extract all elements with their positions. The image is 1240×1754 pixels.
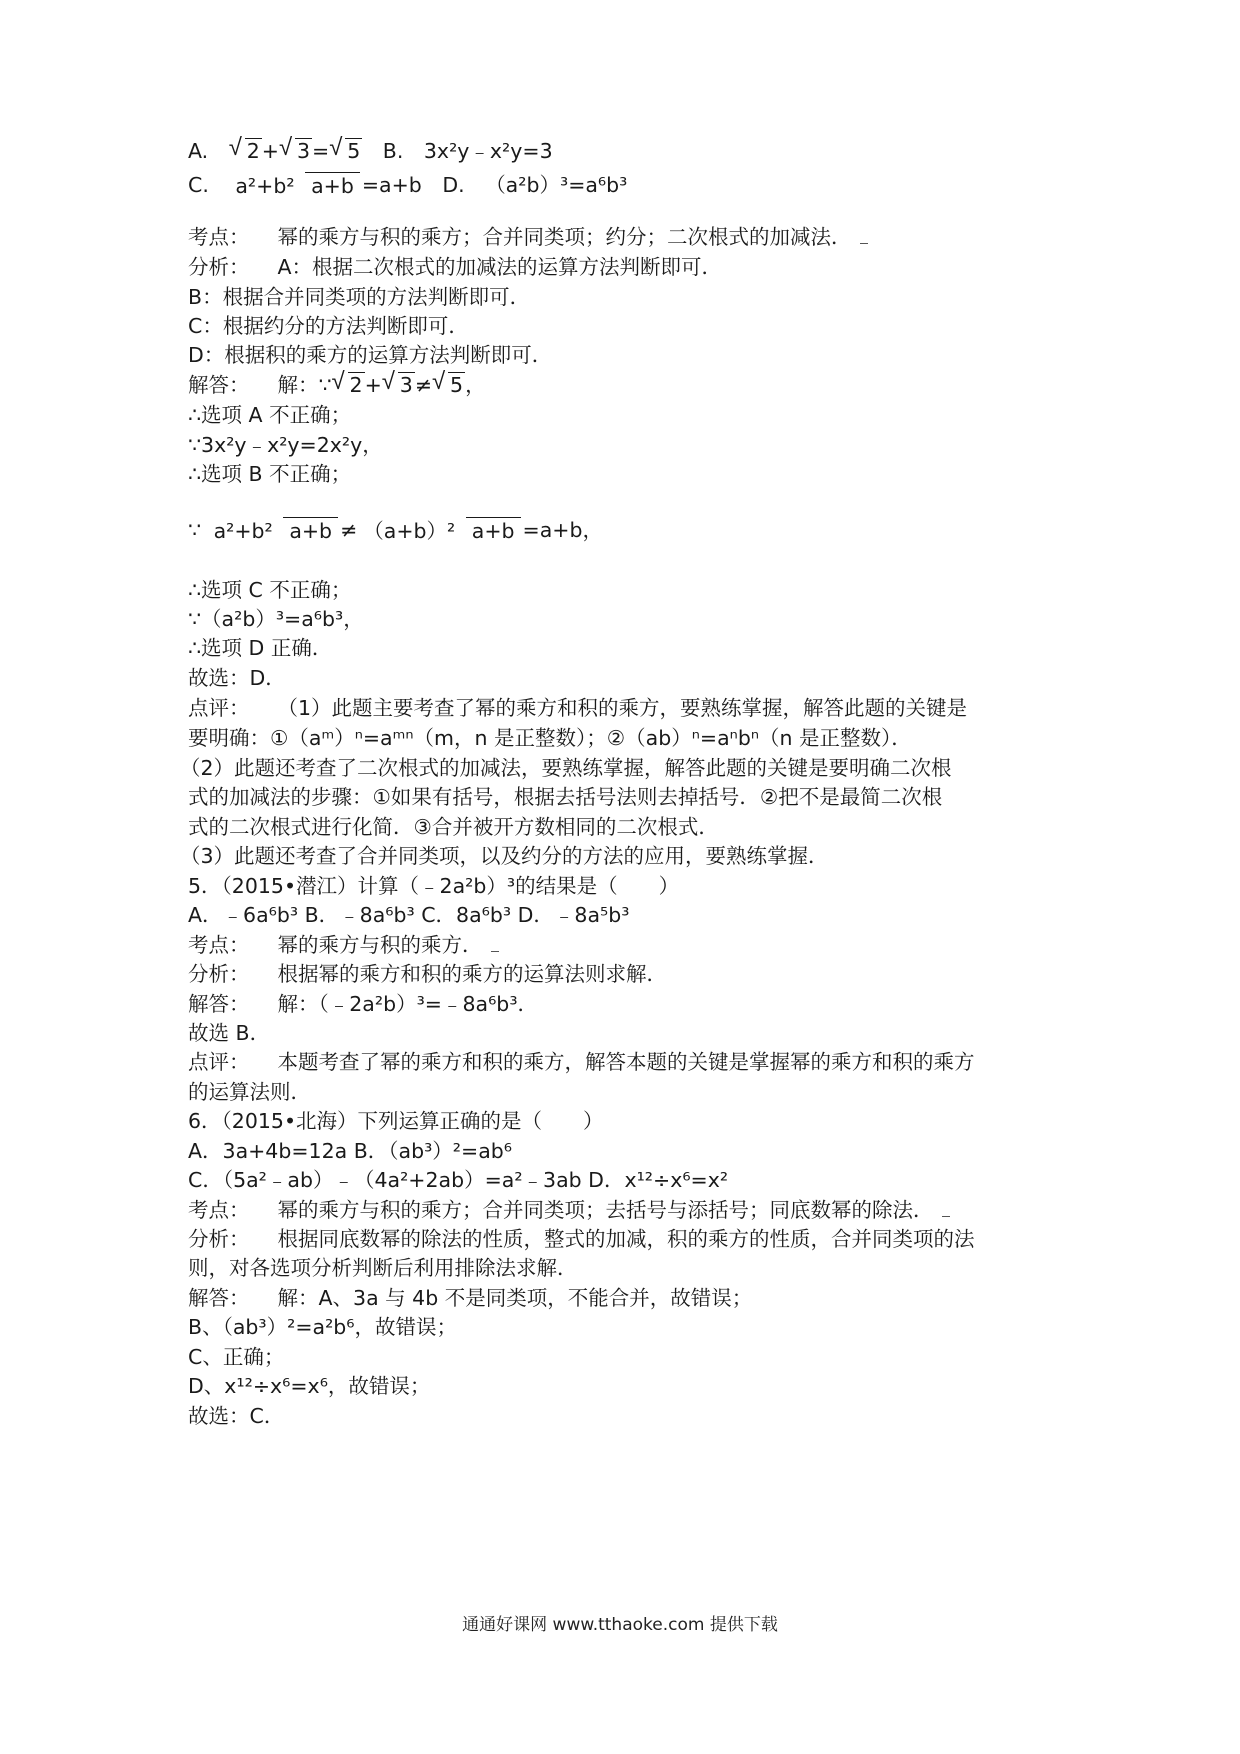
p4-fenxi-d: D：根据积的乘方的运算方法判断即可．	[188, 343, 553, 367]
options-c-d	[188, 170, 627, 201]
p6-step-b: B、（ab³）²=a²b⁶，故错误；	[188, 1315, 458, 1339]
p4-jieda: 解答： 解：∵√ 2+√ 3≠√ 5，	[188, 370, 486, 400]
fraction-c	[231, 171, 360, 201]
p4-dianping-2: 要明确：①（aᵐ）ⁿ=aᵐⁿ（m，n 是正整数）；②（ab）ⁿ=aⁿbⁿ（n 是正整数）．	[188, 726, 912, 750]
comma: ，	[465, 373, 486, 397]
fenxi-text: A：根据二次根式的加减法的运算方法判断即可．	[277, 255, 723, 279]
p5-question: 5．（2015•潜江）计算（﹣2a²b）³的结果是（ ）	[188, 874, 680, 898]
p4-dianping-4: 式的加减法的步骤：①如果有括号，根据去括号法则去掉括号．②把不是最简二次根	[188, 785, 943, 809]
fenxi-label: 分析：	[188, 962, 250, 986]
option-b-label: B.	[382, 139, 404, 163]
p4-step-3: ∴选项 B 不正确；	[188, 462, 352, 486]
mark-tick	[491, 943, 499, 952]
dianping-label: 点评：	[188, 696, 250, 720]
option-d-expr: （a²b）³=a⁶b³	[485, 173, 628, 197]
jieda-label: 解答：	[188, 373, 250, 397]
p4-step-4: ∴选项 C 不正确；	[188, 578, 352, 602]
p6-fenxi-2: 则，对各选项分析判断后利用排除法求解．	[188, 1256, 578, 1280]
dianping-label: 点评：	[188, 1050, 250, 1074]
p4-fenxi-b: B：根据合并同类项的方法判断即可．	[188, 285, 531, 309]
p5-options: A．﹣6a⁶b³ B．﹣8a⁶b³ C．8a⁶b³ D．﹣8a⁵b³	[188, 903, 630, 927]
options-a-b: A. √ 2+√ 3=√ 5 B. 3x²y﹣x²y=3	[188, 136, 553, 166]
because-symbol: ∵	[318, 373, 332, 397]
p6-question: 6．（2015•北海）下列运算正确的是（ ）	[188, 1109, 604, 1133]
p6-kaodian	[188, 1195, 950, 1225]
p6-jieda	[188, 1283, 752, 1313]
p4-dianping-3: （2）此题还考查了二次根式的加减法，要熟练掌握，解答此题的关键是要明确二次根	[180, 756, 952, 780]
fenxi-text: 根据同底数幂的除法的性质，整式的加减，积的乘方的性质，合并同类项的法	[277, 1227, 975, 1251]
jie-text: 解：	[277, 373, 319, 397]
dianping-text: 本题考查了幂的乘方和积的乘方，解答本题的关键是掌握幂的乘方和积的乘方	[277, 1050, 975, 1074]
sqrt-2: √ 2	[231, 136, 262, 166]
sqrt-3: √ 3	[384, 370, 415, 400]
fraction-rhs: =a+b，	[522, 518, 603, 542]
kaodian-label: 考点：	[188, 933, 250, 957]
sqrt-5: √ 5	[434, 370, 465, 400]
p6-fenxi	[188, 1224, 975, 1254]
option-b-expr: 3x²y﹣x²y=3	[423, 139, 553, 163]
fenxi-text: 根据幂的乘方和积的乘方的运算法则求解．	[277, 962, 667, 986]
fenxi-label: 分析：	[188, 255, 250, 279]
sqrt-3: √ 3	[281, 136, 312, 166]
p6-options-2: C．（5a²﹣ab）﹣（4a²+2ab）=a²﹣3ab D．x¹²÷x⁶=x²	[188, 1168, 729, 1192]
because-symbol: ∵	[188, 518, 202, 542]
jieda-text: 解：A、3a 与 4b 不是同类项，不能合并，故错误；	[277, 1286, 753, 1310]
fraction-1-denominator: a+b	[283, 517, 338, 544]
fraction-c-denominator: a+b	[305, 172, 360, 199]
option-a-label: A.	[188, 139, 209, 163]
fraction-c-rhs: =a+b	[361, 173, 422, 197]
fraction-2	[359, 503, 520, 559]
fraction-1	[210, 503, 339, 559]
p6-step-c: C、正确；	[188, 1345, 285, 1369]
fraction-2-numerator: （a+b）²	[363, 519, 456, 543]
fraction-2-denominator: a+b	[466, 517, 521, 544]
kaodian-text: 幂的乘方与积的乘方；合并同类项；去括号与添括号；同底数幂的除法．	[277, 1198, 934, 1222]
p4-step-2: ∵3x²y﹣x²y=2x²y，	[188, 433, 383, 457]
p4-dianping-5: 式的二次根式进行化简．③合并被开方数相同的二次根式．	[188, 815, 719, 839]
mark-tick	[860, 235, 868, 244]
jieda-text: 解：（﹣2a²b）³=﹣8a⁶b³．	[277, 992, 539, 1016]
jieda-label: 解答：	[188, 992, 250, 1016]
sqrt-5: √ 5	[331, 136, 362, 166]
fenxi-label: 分析：	[188, 1227, 250, 1251]
p6-step-d: D、x¹²÷x⁶=x⁶，故错误；	[188, 1374, 431, 1398]
p4-kaodian	[188, 222, 868, 252]
kaodian-label: 考点：	[188, 225, 250, 249]
option-d-label: D.	[442, 173, 465, 197]
p4-dianping	[188, 693, 967, 723]
p4-step-5: ∵（a²b）³=a⁶b³，	[188, 607, 364, 631]
dianping-text: （1）此题主要考查了幂的乘方和积的乘方，要熟练掌握，解答此题的关键是	[277, 696, 968, 720]
sqrt-2: √ 2	[334, 370, 365, 400]
p5-kaodian	[188, 930, 499, 960]
kaodian-text: 幂的乘方与积的乘方；合并同类项；约分；二次根式的加减法．	[277, 225, 852, 249]
neq-symbol: ≠	[414, 373, 433, 397]
p5-jieda	[188, 989, 538, 1019]
neq-symbol: ≠	[340, 518, 358, 542]
p4-fraction-compare	[188, 502, 603, 559]
p6-options-1: A．3a+4b=12a B．（ab³）²=ab⁶	[188, 1139, 512, 1163]
p5-answer: 故选 B．	[188, 1021, 271, 1045]
page-footer: 通通好课网 www.tthaoke.com 提供下载	[462, 1615, 778, 1635]
jieda-label: 解答：	[188, 1286, 250, 1310]
p5-fenxi	[188, 959, 667, 989]
fraction-1-numerator: a²+b²	[213, 519, 273, 543]
option-c-label: C.	[188, 173, 209, 197]
p4-fenxi-c: C：根据约分的方法判断即可．	[188, 314, 469, 338]
kaodian-text: 幂的乘方与积的乘方．	[277, 933, 483, 957]
p4-answer: 故选：D．	[188, 666, 286, 690]
p4-dianping-6: （3）此题还考查了合并同类项，以及约分的方法的应用，要熟练掌握．	[180, 844, 829, 868]
kaodian-label: 考点：	[188, 1198, 250, 1222]
p4-step-1: ∴选项 A 不正确；	[188, 403, 352, 427]
p5-dianping	[188, 1047, 975, 1077]
p6-answer: 故选：C．	[188, 1404, 285, 1428]
p4-step-6: ∴选项 D 正确．	[188, 636, 333, 660]
fraction-c-numerator: a²+b²	[235, 174, 295, 198]
p5-dianping-2: 的运算法则．	[188, 1080, 311, 1104]
p4-fenxi	[188, 252, 722, 282]
mark-tick	[942, 1208, 950, 1217]
